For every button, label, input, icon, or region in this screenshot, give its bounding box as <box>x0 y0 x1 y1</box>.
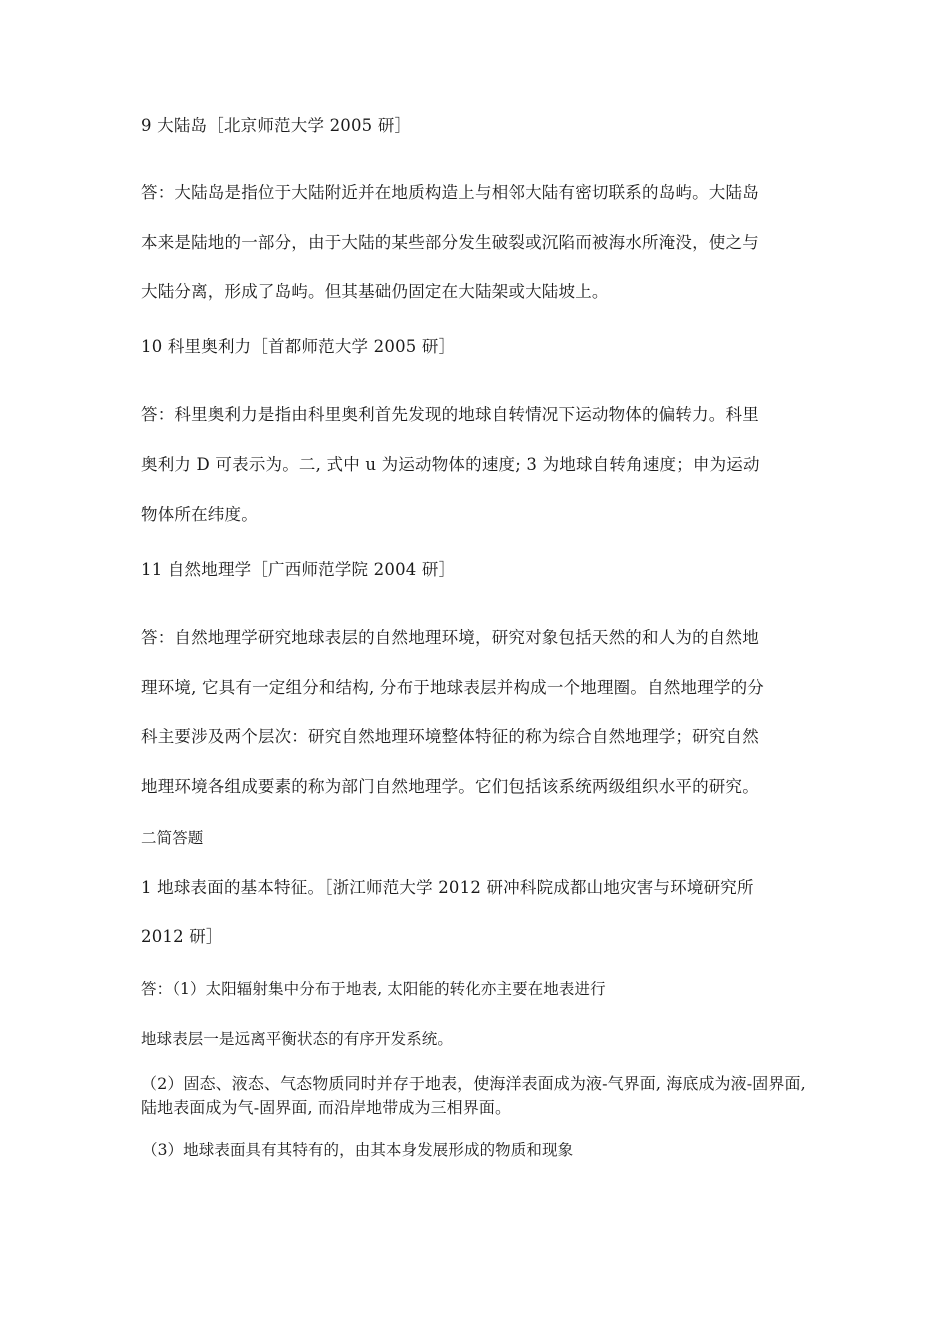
answer-text-line: 奥利力 D 可表示为。二, 式中 u 为运动物体的速度; 3 为地球自转角速度；申为运动 <box>141 455 760 474</box>
answer-text-line: （3）地球表面具有其特有的，由其本身发展形成的物质和现象 <box>142 1141 574 1159</box>
question-heading-earth-surface: 1 地球表面的基本特征。［浙江师范大学 2012 研冲科院成都山地灾害与环境研究所 <box>141 878 754 897</box>
answer-text-line: 答：（1）太阳辐射集中分布于地表, 太阳能的转化亦主要在地表进行 <box>141 980 606 998</box>
question-heading-continuation: 2012 研］ <box>141 927 223 946</box>
section-heading-short-answer: 二简答题 <box>141 829 204 847</box>
answer-text-line: 地球表层一是远离平衡状态的有序开发系统。 <box>141 1030 454 1048</box>
answer-paragraph-item-2: （2）固态、液态、气态物质同时并存于地表，使海洋表面成为液-气界面, 海底成为液-固界面, 陆地表面成为气-固界面, 而沿岸地带成为三相界面。 <box>141 1074 806 1117</box>
term-heading-physical-geography: 11 自然地理学［广西师范学院 2004 研］ <box>141 560 456 579</box>
answer-text-line: 地理环境各组成要素的称为部门自然地理学。它们包括该系统两级组织水平的研究。 <box>141 777 759 796</box>
answer-text-line: 物体所在纬度。 <box>141 505 258 524</box>
answer-text-line: 科主要涉及两个层次：研究自然地理环境整体特征的称为综合自然地理学；研究自然 <box>141 727 759 746</box>
term-heading-coriolis-force: 10 科里奥利力［首都师范大学 2005 研］ <box>141 337 456 356</box>
answer-text-line: 答：大陆岛是指位于大陆附近并在地质构造上与相邻大陆有密切联系的岛屿。大陆岛 <box>141 183 759 202</box>
answer-text-line: 大陆分离，形成了岛屿。但其基础仍固定在大陆架或大陆坡上。 <box>141 282 609 301</box>
answer-text-line: 本来是陆地的一部分，由于大陆的某些部分发生破裂或沉陷而被海水所淹没，使之与 <box>141 233 759 252</box>
answer-text-line: 理环境, 它具有一定组分和结构, 分布于地球表层并构成一个地理圈。自然地理学的分 <box>141 678 764 697</box>
term-heading-continental-island: 9 大陆岛［北京师范大学 2005 研］ <box>141 116 412 135</box>
answer-text-line: 答：自然地理学研究地球表层的自然地理环境，研究对象包括天然的和人为的自然地 <box>141 628 759 647</box>
answer-text-line: 答：科里奥利力是指由科里奥利首先发现的地球自转情况下运动物体的偏转力。科里 <box>141 405 759 424</box>
